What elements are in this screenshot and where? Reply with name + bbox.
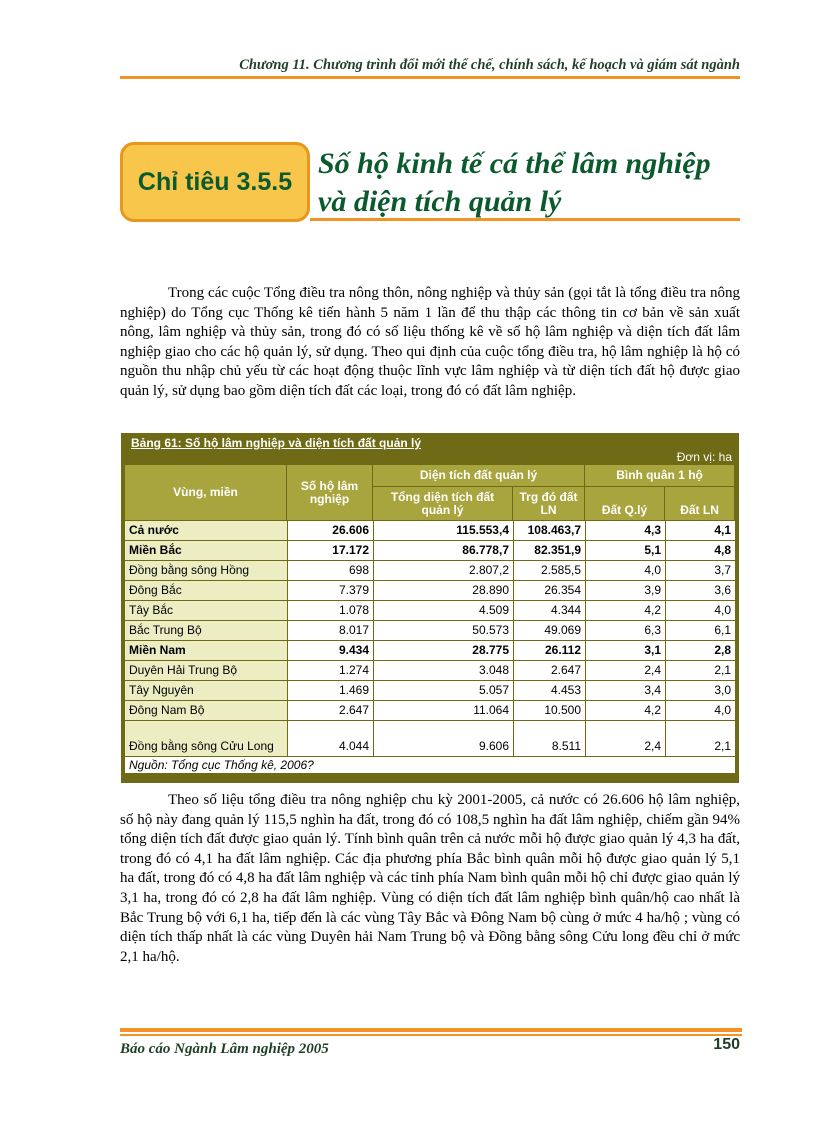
cell-forest: 10.500 — [513, 701, 585, 721]
cell-households: 17.172 — [287, 541, 373, 561]
region-name: Đông Bắc — [125, 581, 287, 601]
cell-forest: 2.647 — [513, 661, 585, 681]
analysis-paragraph: Theo số liệu tổng điều tra nông nghiệp chu kỳ 2001-2005, cả nước có 26.606 hộ lâm nghiệp, số hộ này đang quản lý 115,5 nghìn ha đất, trong đó có 108,5 nghìn ha đất lâm nghiệp, chiếm gần 94% tổng diện tích đất được giao quản lý. Tính bình quân trên cả nước mỗi hộ được giao quản lý 4,3 ha đất, trong đó có 4,1 ha đất lâm nghiệp. Các địa phương phía Bắc bình quân mỗi hộ được giao quản lý 5,1 ha đất, trong đó có 4,8 ha đất lâm nghiệp và các tỉnh phía Nam bình quân mỗi hộ chỉ được giao quản lý 3,1 ha, trong đó có 2,8 ha đất lâm nghiệp. Vùng có diện tích đất lâm nghiệp bình quân/hộ cao nhất là Bắc Trung bộ với 6,1 ha, tiếp đến là các vùng Tây Bắc và Đông Nam bộ cùng ở mức 4 ha/hộ ; vùng có diện tích thấp nhất là các vùng Duyên hải Nam Trung bộ và Đồng bằng sông Cửu long đều chỉ ở mức 2,1 ha/hộ. — [120, 792, 740, 965]
cell-households: 26.606 — [287, 521, 373, 541]
cell-forest: 8.511 — [513, 721, 585, 757]
table-row — [125, 681, 735, 701]
cell-total: 3.048 — [373, 661, 513, 681]
col-header-region: Vùng, miền — [125, 465, 287, 521]
cell-avg-q: 2,4 — [585, 661, 665, 681]
table-unit: Đơn vị: ha — [676, 450, 732, 464]
cell-households: 1.274 — [287, 661, 373, 681]
table-row — [125, 701, 735, 721]
title-rule — [310, 218, 740, 221]
col-header-area-group: Diện tích đất quản lý — [373, 465, 585, 487]
region-name: Miền Bắc — [125, 541, 287, 561]
cell-total: 28.775 — [373, 641, 513, 661]
cell-avg-ln: 4,1 — [665, 521, 735, 541]
region-name: Tây Nguyên — [125, 681, 287, 701]
table-row — [125, 541, 735, 561]
chapter-header: Chương 11. Chương trình đổi mới thể chế, chính sách, kế hoạch và giám sát ngành — [239, 57, 740, 73]
region-name: Cả nước — [125, 521, 287, 541]
table-caption: Bảng 61: Số hộ lâm nghiệp và diện tích đất quản lý — [131, 436, 422, 450]
col-header-forest-area: Trg đó đất LN — [513, 487, 585, 521]
cell-total: 50.573 — [373, 621, 513, 641]
cell-avg-ln: 2,1 — [665, 661, 735, 681]
cell-forest: 49.069 — [513, 621, 585, 641]
data-table-panel — [121, 433, 739, 783]
cell-avg-q: 5,1 — [585, 541, 665, 561]
region-name: Bắc Trung Bộ — [125, 621, 287, 641]
region-name: Miền Nam — [125, 641, 287, 661]
cell-forest: 108.463,7 — [513, 521, 585, 541]
footer-rule-thin — [120, 1034, 742, 1036]
cell-avg-q: 4,0 — [585, 561, 665, 581]
indicator-code: Chỉ tiêu 3.5.5 — [137, 167, 293, 196]
region-name: Đông Nam Bộ — [125, 701, 287, 721]
cell-avg-ln: 3,6 — [665, 581, 735, 601]
table-row — [125, 601, 735, 621]
cell-total: 115.553,4 — [373, 521, 513, 541]
cell-forest: 26.354 — [513, 581, 585, 601]
cell-households: 2.647 — [287, 701, 373, 721]
table-row — [125, 661, 735, 681]
col-header-avg-managed: Đất Q.lý — [585, 487, 665, 521]
report-name: Báo cáo Ngành Lâm nghiệp 2005 — [120, 1041, 329, 1057]
col-header-avg-group: Bình quân 1 hộ — [585, 465, 735, 487]
footer-rule-thick — [120, 1028, 742, 1032]
cell-avg-q: 3,1 — [585, 641, 665, 661]
table-row — [125, 621, 735, 641]
cell-total: 28.890 — [373, 581, 513, 601]
cell-households: 1.078 — [287, 601, 373, 621]
cell-total: 2.807,2 — [373, 561, 513, 581]
region-name: Tây Bắc — [125, 601, 287, 621]
cell-households: 698 — [287, 561, 373, 581]
table-source: Nguồn: Tổng cục Thống kê, 2006? — [125, 757, 735, 773]
table-row — [125, 641, 735, 661]
cell-households: 7.379 — [287, 581, 373, 601]
col-header-households: Số hộ lâm nghiệp — [287, 465, 373, 521]
cell-forest: 4.453 — [513, 681, 585, 701]
cell-households: 1.469 — [287, 681, 373, 701]
cell-forest: 82.351,9 — [513, 541, 585, 561]
page-number: 150 — [713, 1036, 740, 1053]
cell-households: 4.044 — [287, 721, 373, 757]
cell-total: 4.509 — [373, 601, 513, 621]
table-row — [125, 581, 735, 601]
cell-avg-q: 3,9 — [585, 581, 665, 601]
cell-avg-q: 6,3 — [585, 621, 665, 641]
table-row — [125, 721, 735, 757]
cell-avg-ln: 2,1 — [665, 721, 735, 757]
cell-avg-ln: 3,7 — [665, 561, 735, 581]
table-row — [125, 521, 735, 541]
cell-total: 11.064 — [373, 701, 513, 721]
cell-total: 9.606 — [373, 721, 513, 757]
cell-total: 5.057 — [373, 681, 513, 701]
region-name: Đồng bằng sông Cửu Long — [125, 721, 287, 757]
cell-avg-q: 4,2 — [585, 701, 665, 721]
cell-avg-q: 4,3 — [585, 521, 665, 541]
table-row — [125, 561, 735, 581]
region-name: Duyên Hải Trung Bộ — [125, 661, 287, 681]
col-header-total-area: Tổng diện tích đất quản lý — [373, 487, 513, 521]
indicator-title: Số hộ kinh tế cá thể lâm nghiệp và diện tích quản lý — [318, 147, 711, 218]
cell-total: 86.778,7 — [373, 541, 513, 561]
cell-avg-ln: 6,1 — [665, 621, 735, 641]
data-table — [125, 465, 735, 757]
intro-paragraph: Trong các cuộc Tổng điều tra nông thôn, nông nghiệp và thủy sản (gọi tắt là tổng điều tra nông nghiệp) do Tổng cục Thống kê tiến hành 5 năm 1 lần để thu thập các thông tin cơ bản về sản xuất nông, lâm nghiệp và thủy sản, trong đó có số liệu thống kê về số hộ lâm nghiệp và diện tích đất lâm nghiệp giao cho các hộ quản lý, sử dụng. Theo qui định của cuộc tổng điều tra, hộ lâm nghiệp là hộ có nguồn thu nhập chủ yếu từ các hoạt động thuộc lĩnh vực lâm nghiệp và từ diện tích đất hộ được giao quản lý, sử dụng bao gồm diện tích đất các loại, trong đó có đất lâm nghiệp. — [120, 285, 740, 399]
cell-avg-q: 3,4 — [585, 681, 665, 701]
cell-forest: 2.585,5 — [513, 561, 585, 581]
cell-avg-ln: 3,0 — [665, 681, 735, 701]
header-rule — [120, 76, 740, 79]
indicator-badge — [120, 142, 310, 222]
region-name: Đồng bằng sông Hồng — [125, 561, 287, 581]
cell-households: 8.017 — [287, 621, 373, 641]
cell-avg-ln: 4,0 — [665, 701, 735, 721]
cell-avg-ln: 4,8 — [665, 541, 735, 561]
cell-forest: 26.112 — [513, 641, 585, 661]
cell-forest: 4.344 — [513, 601, 585, 621]
cell-avg-ln: 2,8 — [665, 641, 735, 661]
cell-avg-ln: 4,0 — [665, 601, 735, 621]
cell-avg-q: 2,4 — [585, 721, 665, 757]
col-header-avg-forest: Đất LN — [665, 487, 735, 521]
cell-avg-q: 4,2 — [585, 601, 665, 621]
cell-households: 9.434 — [287, 641, 373, 661]
